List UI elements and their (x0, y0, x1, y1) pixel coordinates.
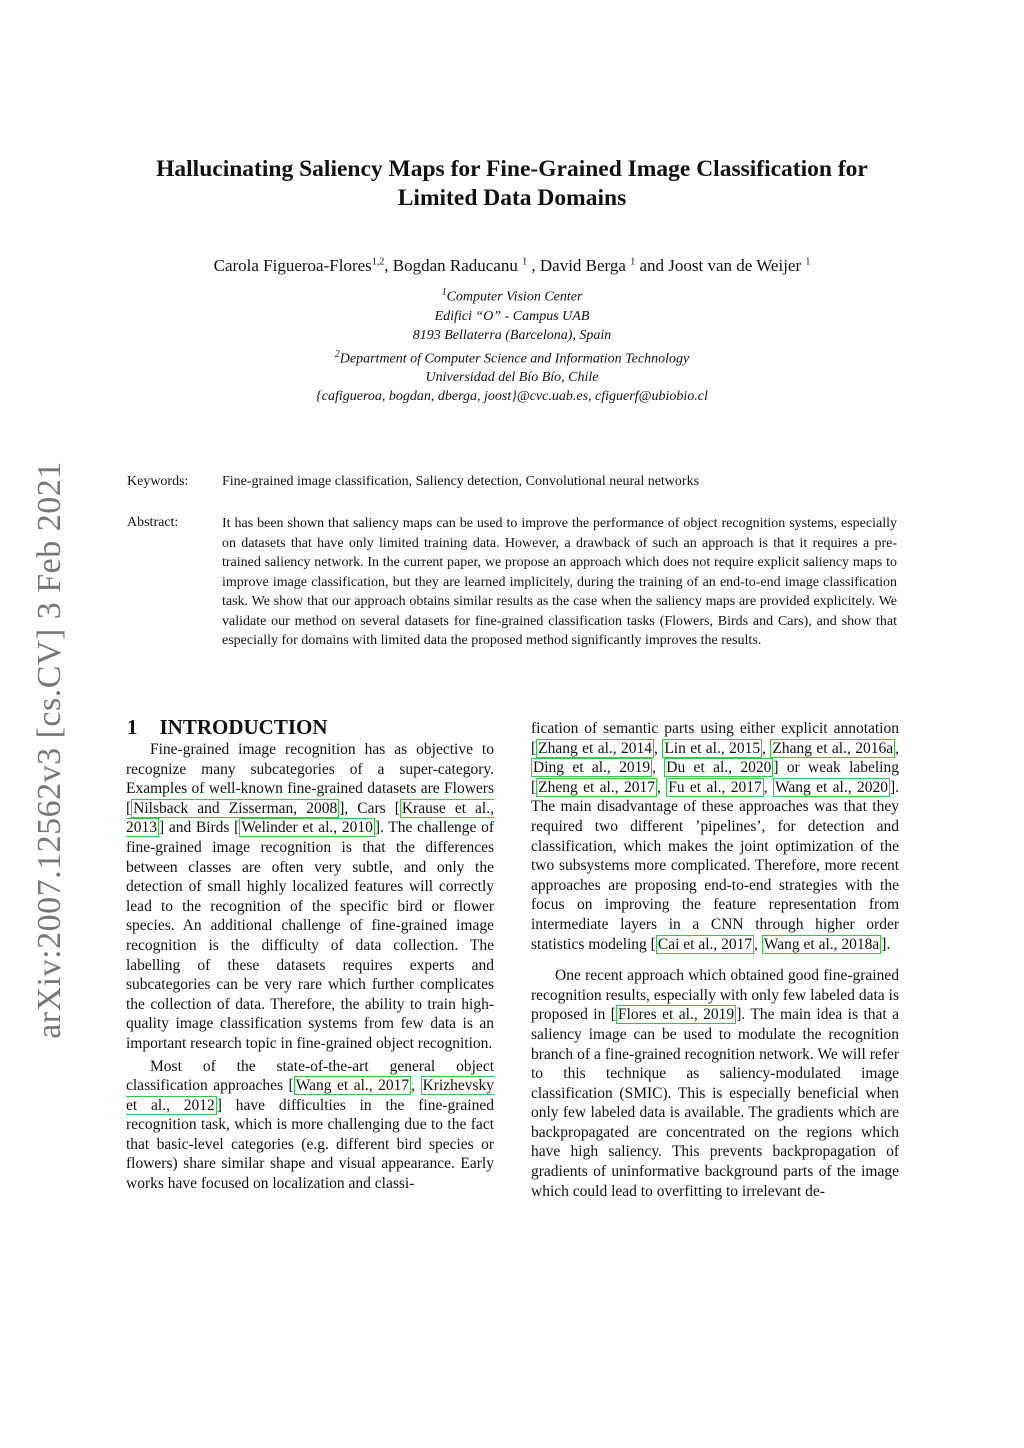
citation-link[interactable]: Wang et al., 2020 (775, 778, 888, 796)
section-title: INTRODUCTION (159, 715, 328, 739)
citation-link[interactable]: Ding et al., 2019 (533, 759, 651, 777)
citation-link[interactable]: Du et al., 2020 (666, 759, 772, 777)
section-heading (127, 715, 328, 740)
affiliation-line: 8193 Bellaterra (Barcelona), Spain (412, 327, 612, 343)
author-affiliation-mark: 1 (630, 256, 636, 268)
affiliation-mark: 1 (441, 287, 447, 298)
affiliation-line: Universidad del Bío Bío, Chile (425, 370, 599, 386)
abstract-label: Abstract: (127, 515, 179, 530)
paragraph: One recent approach which obtained good fine-grained recognition results, especially with only few labeled data is proposed in [ Flores et al., 2019 ]. The main idea is that a saliency image can be used to modulate the recognition branch of a fine-grained recognition network. We will refer to this technique as saliency-modulated image classification (SMIC). This is especially beneficial when only few labeled data is available. The gradients which are backpropagated are concentrated on the regions which have high saliency. This prevents backpropagation of gradients of uninformative background parts of the image which could lead to overfitting to irrelevant de- (531, 967, 900, 1200)
title-line-1: Hallucinating Saliency Maps for Fine-Grained Image Classification for (156, 156, 868, 182)
section-number: 1 (127, 715, 138, 739)
paragraph: fication of semantic parts using either explicit annotation [ Zhang et al., 2014 , Lin et al., 2015 , Zhang et al., 2016a , Ding et al., 2019 , Du et al., 2020 ] or weak labeling [ Zheng et al., 2017 , Fu et al., 2017 , Wang et al., 2020 ]. The main disadvantage of these approaches was that they required two different ’pipelines’, for detection and classification, which makes the joint optimization of the two subsystems more complicated. Therefore, more recent approaches are proposing end-to-end strategies with the focus on improving the feature representation from intermediate layers in a CNN through higher order statistics modeling [ Cai et al., 2017 , Wang et al., 2018a ]. (531, 720, 900, 953)
citation-link[interactable]: Fu et al., 2017 (668, 778, 762, 796)
author-list (100, 256, 924, 276)
affiliation-line: Edifici “O” - Campus UAB (434, 308, 590, 324)
left-column (126, 740, 494, 1194)
citation-link[interactable]: Zhang et al., 2016a (772, 739, 894, 757)
author-affiliation-mark: 1 (522, 256, 528, 268)
arxiv-side-stamp (20, 460, 80, 1040)
citation-link[interactable]: Cai et al., 2017 (657, 935, 753, 953)
citation-link[interactable]: Lin et al., 2015 (664, 739, 761, 757)
citation-link[interactable]: Wang et al., 2018a (763, 935, 880, 953)
affiliation-mark: 2 (334, 348, 340, 360)
citation-link[interactable]: Flores et al., 2019 (617, 1006, 735, 1024)
right-column (531, 719, 899, 1201)
title-line-2: Limited Data Domains (397, 185, 627, 211)
paragraph: Fine-grained image recognition has as objective to recognize many subcategories of a super-category. Examples of well-known fine-grained datasets are Flowers [ Nilsback and Zisserman, 2008 ], Cars [ Krause et al., 2013 ] and Birds [ Welinder et al., 2010 ]. The challenge of fine-grained image recognition is that the differences between classes are often very subtle, and only the detection of small highly localized features will correctly lead to the recognition of the specific bird or flower species. An additional challenge of fine-grained image recognition is the difficulty of data collection. The labelling of these datasets requires experts and subcategories can be very rare which further complicates the collection of data. Therefore, the ability to train high-quality image classification systems from few data is an important research topic in fine-grained object recognition. (126, 741, 494, 1052)
author-emails: {cafigueroa, bogdan, dberga, joost}@cvc.uab.es, cfiguerf@ubiobio.cl (316, 389, 708, 405)
citation-link[interactable]: Wang et al., 2017 (295, 1077, 410, 1095)
author-name: , Bogdan Raducanu (384, 256, 518, 275)
paper-title (100, 155, 924, 213)
affiliation-line: $^2$Department of Computer Science and Information Technology (334, 348, 690, 367)
author-affiliation-mark: 1,2 (371, 256, 385, 268)
paragraph: Most of the state-of-the-art general object classification approaches [ Wang et al., 2017 , Krizhevsky et al., 2012 ] have difficulties in the fine-grained recognition task, which is more challenging due to the fact that basic-level categories (e.g. different bird species or flowers) share similar shape and visual appearance. Early works have focused on localization and classi- (126, 1057, 495, 1193)
affiliation-line: $^1$Computer Vision Center (441, 287, 583, 305)
author-affiliation-mark: 1 (805, 256, 811, 268)
citation-link[interactable]: Zheng et al., 2017 (538, 778, 655, 796)
citation-link[interactable]: Welinder et al., 2010 (241, 819, 373, 837)
arxiv-identifier: arXiv:2007.12562v3 [cs.CV] 3 Feb 2021 (31, 461, 68, 1039)
citation-link[interactable]: Krizhevsky et al., 2012 (126, 1077, 495, 1114)
citation-link[interactable]: Nilsback and Zisserman, 2008 (133, 799, 338, 817)
affiliations (100, 283, 924, 406)
author-name: Carola Figueroa-Flores (213, 256, 372, 275)
keywords-label: Keywords: (127, 474, 189, 489)
keywords-text: Fine-grained image classification, Saliency detection, Convolutional neural networks (222, 474, 700, 489)
author-name: and Joost van de Weijer (635, 256, 802, 275)
citation-link[interactable]: Krause et al., 2013 (126, 799, 494, 837)
abstract-text: It has been shown that saliency maps can be used to improve the performance of object recognition systems, especially on datasets that have only limited training data. However, a drawback of such an approach is that it requires a pre-trained saliency network. In the current paper, we propose an approach which does not require explicit saliency maps to improve image classification, but they are learned implicitely, during the training of an end-to-end image classification task. We show that our approach obtains similar results as the case when the saliency maps are provided explicitely. We validate our method on several datasets for fine-grained classification tasks (Flowers, Birds and Cars), and show that especially for domains with limited data the proposed method significantly improves the results. (222, 516, 897, 648)
citation-link[interactable]: Zhang et al., 2014 (538, 739, 653, 757)
author-name: , David Berga (527, 256, 626, 275)
